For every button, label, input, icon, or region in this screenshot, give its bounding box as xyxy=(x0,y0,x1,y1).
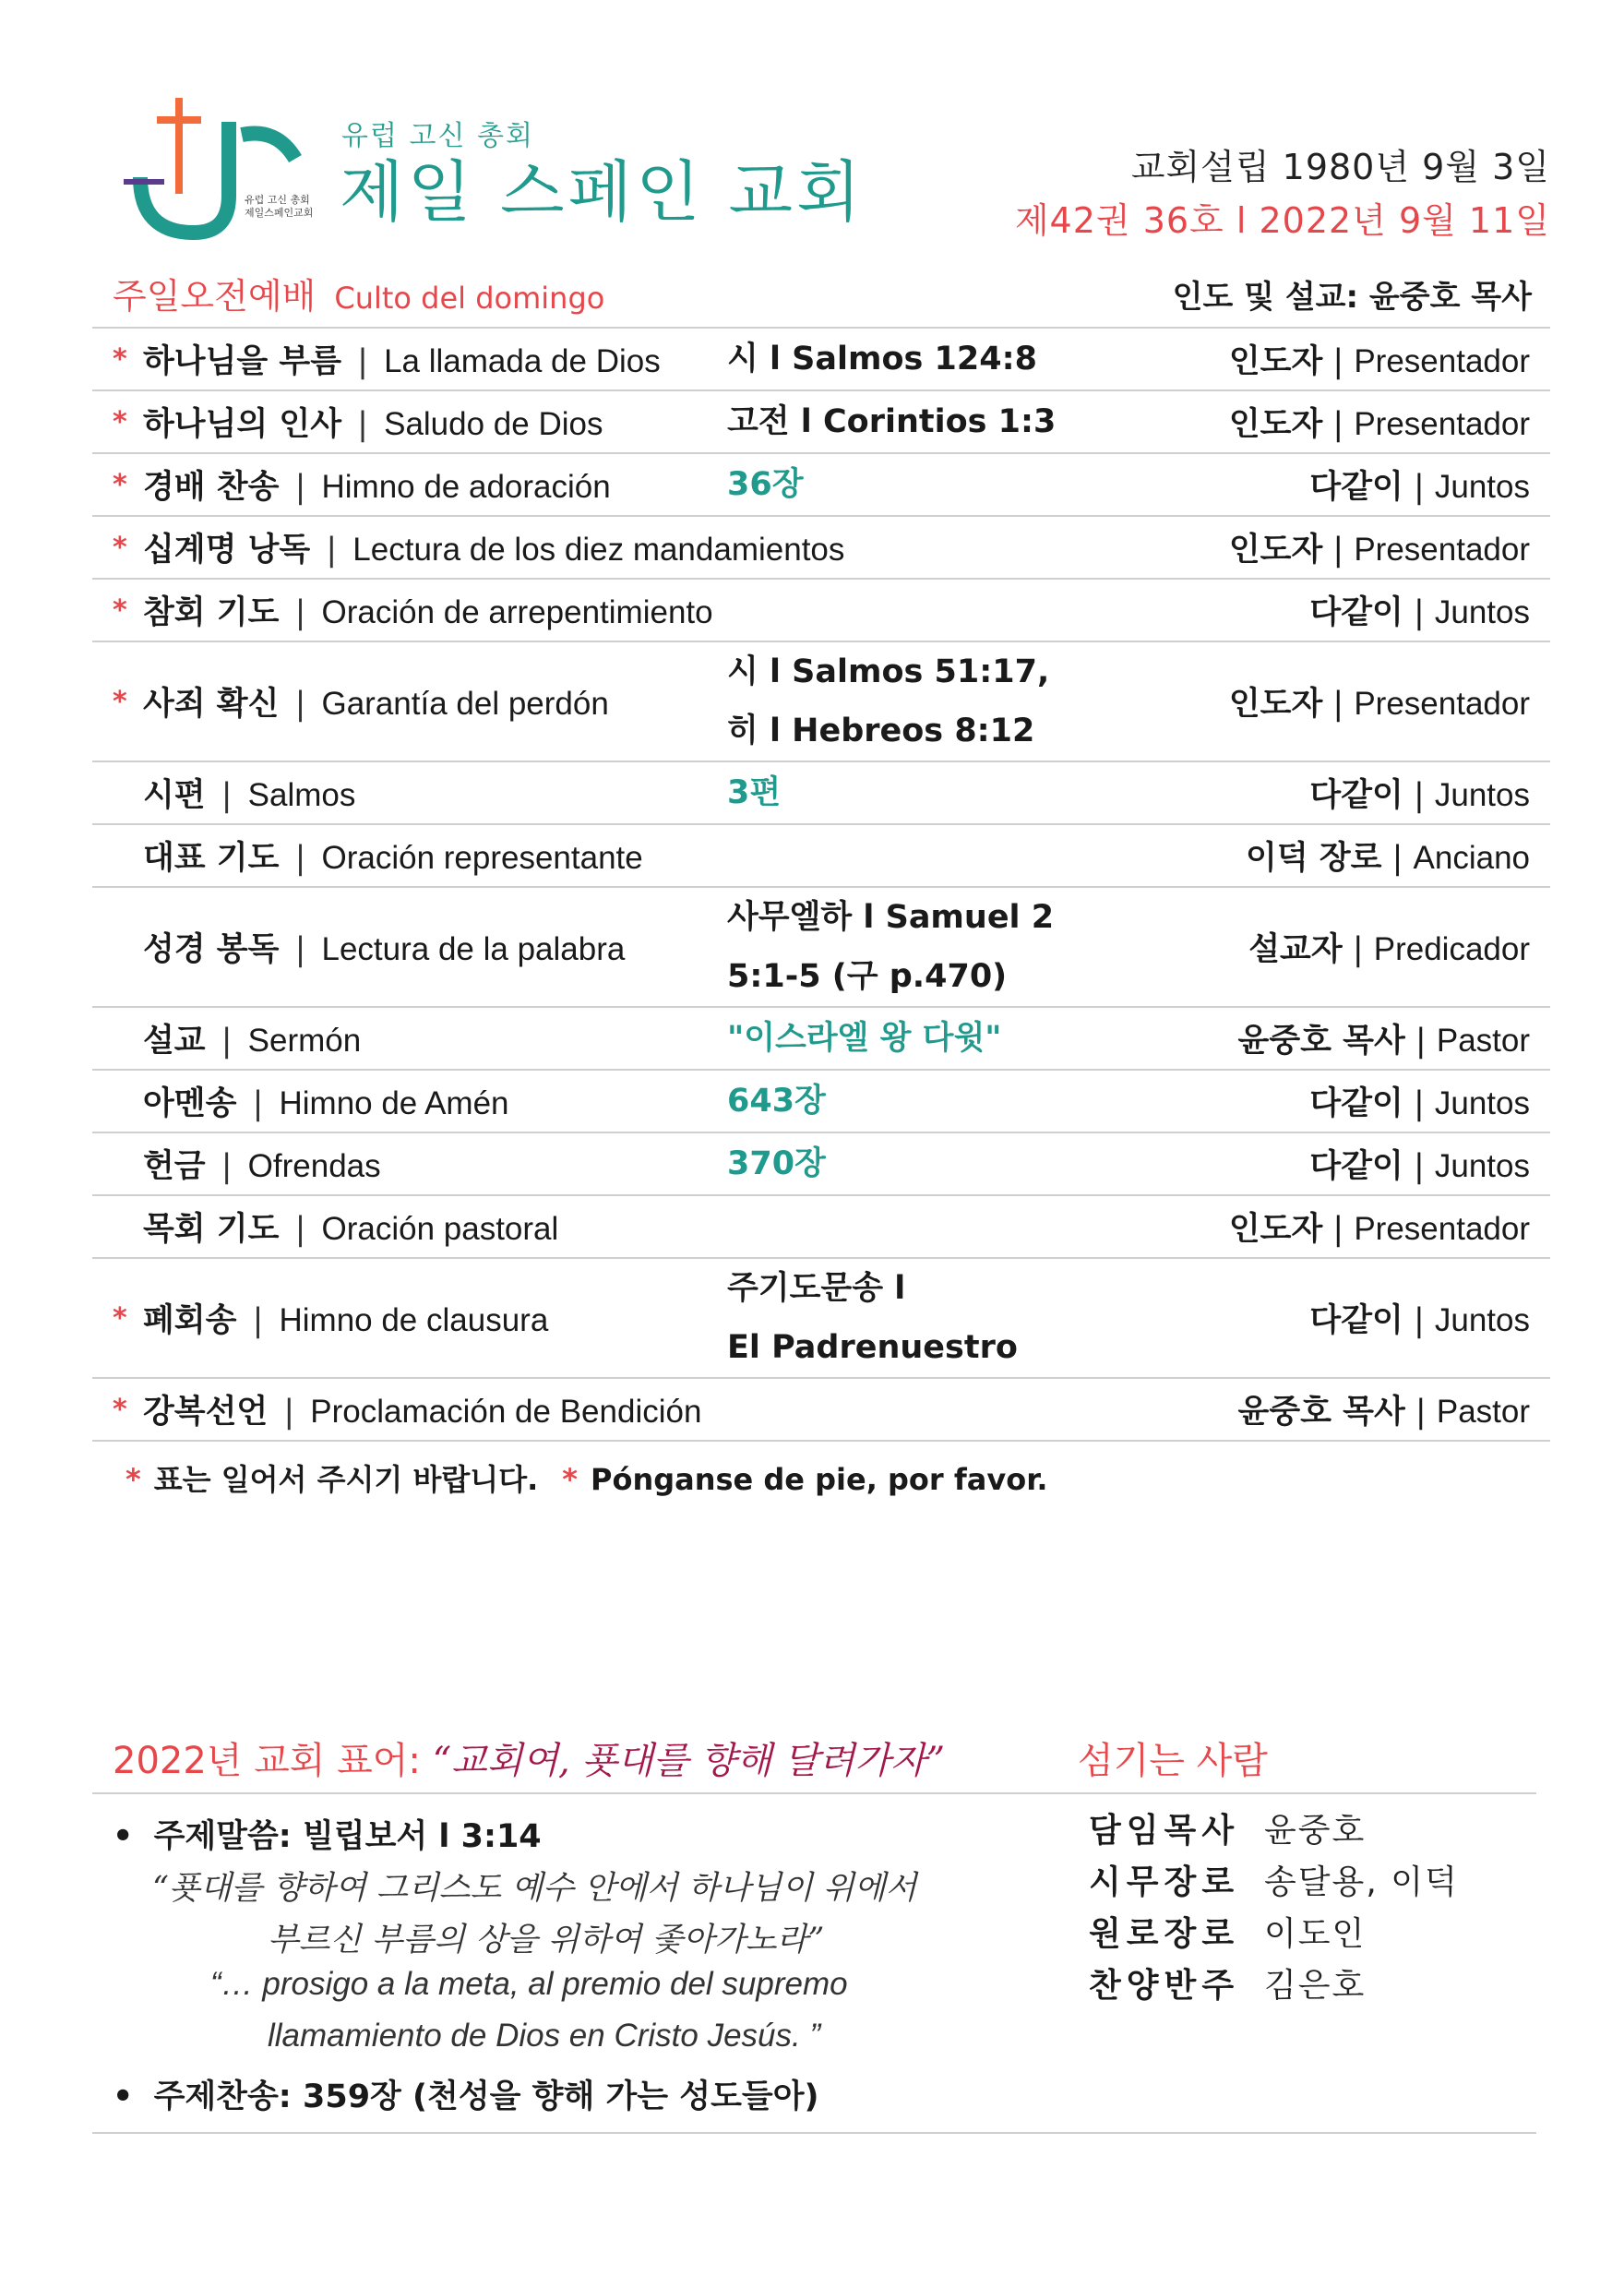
who-ko: 인도자 xyxy=(1228,343,1323,380)
who-es: Predicador xyxy=(1373,931,1530,967)
item-ko: 강복선언 xyxy=(143,1394,269,1431)
ref-line1: 사무엘하 l Samuel 2 xyxy=(727,899,1055,936)
worship-row xyxy=(92,515,1550,578)
standing-note xyxy=(125,1456,1048,1499)
who-ko: 이덕 장로 xyxy=(1246,840,1382,877)
worship-leader: 다같이 | Juntos xyxy=(1309,777,1530,814)
who-es: Presentador xyxy=(1354,686,1530,722)
church-logo xyxy=(120,94,314,242)
item-ko: 헌금 xyxy=(143,1148,206,1185)
item-es: Saludo de Dios xyxy=(384,406,603,442)
standing-star: * xyxy=(113,531,127,564)
item-ko: 대표 기도 xyxy=(143,840,280,877)
item-es: Ofrendas xyxy=(247,1148,381,1184)
who-es: Anciano xyxy=(1413,840,1530,876)
worship-row xyxy=(92,886,1550,1006)
note-star: * xyxy=(562,1462,578,1497)
worship-item: 강복선언 | Proclamación de Bendición xyxy=(143,1394,702,1431)
server-name: 윤중호 xyxy=(1264,1811,1367,1850)
worship-leader: 인도자 | Presentador xyxy=(1228,686,1530,723)
item-es: Salmos xyxy=(247,777,356,813)
item-es: Sermón xyxy=(247,1023,362,1059)
ref-line2: El Padrenuestro xyxy=(727,1329,1018,1366)
server-role: 담임목사 xyxy=(1089,1811,1240,1850)
servers-list xyxy=(1089,1802,1459,2008)
motto-heading xyxy=(113,1731,945,1784)
who-ko: 윤중호 목사 xyxy=(1237,1023,1405,1060)
who-ko: 윤중호 목사 xyxy=(1237,1394,1405,1431)
server-role: 찬양반주 xyxy=(1089,1966,1240,2005)
standing-star: * xyxy=(113,468,127,501)
who-ko: 인도자 xyxy=(1228,1211,1323,1248)
worship-row xyxy=(92,1006,1550,1069)
worship-leader: 다같이 | Juntos xyxy=(1309,1302,1530,1339)
scripture-ref xyxy=(727,1134,826,1193)
item-ko: 설교 xyxy=(143,1023,206,1060)
worship-leader: 인도자 | Presentador xyxy=(1228,406,1530,443)
service-title-ko: 주일오전예배 xyxy=(113,276,316,317)
note-es: Pónganse de pie, por favor. xyxy=(591,1462,1048,1497)
standing-star: * xyxy=(113,685,127,718)
server-name: 김은호 xyxy=(1264,1966,1367,2005)
scripture-ref xyxy=(727,642,1049,761)
item-es: Oración representante xyxy=(321,840,643,876)
worship-item: 하나님의 인사 | Saludo de Dios xyxy=(143,406,603,443)
worship-row xyxy=(92,389,1550,452)
who-ko: 설교자 xyxy=(1248,931,1343,968)
item-ko: 하나님의 인사 xyxy=(143,406,342,443)
worship-item: 헌금 | Ofrendas xyxy=(143,1148,381,1185)
item-es: Himno de Amén xyxy=(279,1085,509,1121)
bullet-dot: • xyxy=(113,2078,134,2115)
item-es: Himno de adoración xyxy=(321,469,611,505)
scripture-ref xyxy=(727,1072,826,1131)
order-of-worship xyxy=(92,327,1550,1442)
service-title-es: Culto del domingo xyxy=(334,281,605,316)
worship-leader: 인도자 | Presentador xyxy=(1228,1211,1530,1248)
server-name: 이도인 xyxy=(1264,1914,1367,1953)
who-ko: 다같이 xyxy=(1309,594,1403,631)
worship-item: 아멘송 | Himno de Amén xyxy=(143,1085,509,1122)
org-name: 유럽 고신 총회 xyxy=(341,120,534,152)
ref-line2: 5:1-5 (구 p.470) xyxy=(727,958,1008,995)
item-ko: 하나님을 부름 xyxy=(143,343,342,380)
server-row xyxy=(1089,1802,1459,1853)
theme-verse-text: 주제말씀: 빌립보서 l 3:14 xyxy=(153,1818,542,1855)
item-ko: 성경 봉독 xyxy=(143,931,280,968)
who-es: Juntos xyxy=(1434,594,1530,630)
ref-line1: 3편 xyxy=(727,774,782,811)
service-title xyxy=(113,268,604,318)
church-name: 제일 스페인 교회 xyxy=(340,153,865,231)
worship-item: 대표 기도 | Oración representante xyxy=(143,840,643,877)
worship-item: 폐회송 | Himno de clausura xyxy=(143,1302,549,1339)
who-ko: 다같이 xyxy=(1309,1302,1403,1339)
item-ko: 사죄 확신 xyxy=(143,686,280,723)
verse-es-line1: “… prosigo a la meta, al premio del supremo xyxy=(210,1966,848,2002)
verse-ko-line2: 부르신 부름의 상을 위하여 좇아가노라” xyxy=(268,1922,825,1959)
worship-item: 하나님을 부름 | La llamada de Dios xyxy=(143,343,661,380)
worship-row xyxy=(92,1069,1550,1132)
svg-text:제일스페인교회: 제일스페인교회 xyxy=(245,207,314,219)
who-ko: 다같이 xyxy=(1309,469,1403,506)
server-name: 송달용, 이덕 xyxy=(1264,1863,1459,1901)
who-es: Juntos xyxy=(1434,1085,1530,1121)
scripture-ref xyxy=(727,763,781,822)
item-es: Lectura de la palabra xyxy=(321,931,626,967)
svg-text:유럽 고신 총회: 유럽 고신 총회 xyxy=(245,194,310,206)
worship-row xyxy=(92,1132,1550,1194)
standing-star: * xyxy=(113,405,127,438)
worship-leader: 인도자 | Presentador xyxy=(1228,532,1530,569)
worship-item: 성경 봉독 | Lectura de la palabra xyxy=(143,931,626,968)
motto-quote: “교회여, 푯대를 향해 달려가자” xyxy=(432,1740,946,1782)
worship-row xyxy=(92,578,1550,641)
worship-row xyxy=(92,327,1550,389)
standing-star: * xyxy=(113,1393,127,1426)
standing-star: * xyxy=(113,342,127,376)
who-es: Juntos xyxy=(1434,777,1530,813)
item-es: Oración de arrepentimiento xyxy=(321,594,713,630)
worship-item: 경배 찬송 | Himno de adoración xyxy=(143,469,611,506)
service-header xyxy=(113,268,1532,327)
scripture-ref xyxy=(727,1259,1018,1377)
scripture-ref xyxy=(727,329,1037,389)
worship-row xyxy=(92,1194,1550,1257)
who-es: Presentador xyxy=(1354,532,1530,568)
who-ko: 다같이 xyxy=(1309,1085,1403,1122)
bullet-dot: • xyxy=(113,1818,134,1855)
ref-line2: 히 l Hebreos 8:12 xyxy=(727,713,1035,749)
item-es: Himno de clausura xyxy=(279,1302,549,1338)
established-date: 교회설립 1980년 9월 3일 xyxy=(1130,147,1550,187)
standing-star: * xyxy=(113,1301,127,1335)
who-ko: 인도자 xyxy=(1228,532,1323,569)
item-ko: 폐회송 xyxy=(143,1302,237,1339)
theme-verse xyxy=(113,1811,542,1857)
who-es: Pastor xyxy=(1436,1394,1530,1430)
worship-item: 십계명 낭독 | Lectura de los diez mandamientos xyxy=(143,532,845,569)
worship-leader: 다같이 | Juntos xyxy=(1309,1148,1530,1185)
service-preacher: 인도 및 설교: 윤중호 목사 xyxy=(1172,279,1532,316)
who-es: Juntos xyxy=(1434,1148,1530,1184)
who-ko: 다같이 xyxy=(1309,1148,1403,1185)
worship-item: 사죄 확신 | Garantía del perdón xyxy=(143,686,609,723)
worship-row xyxy=(92,1377,1550,1442)
divider xyxy=(92,2132,1536,2134)
theme-hymn-text: 주제찬송: 359장 (천성을 향해 가는 성도들아) xyxy=(153,2078,819,2115)
ref-line1: 36장 xyxy=(727,466,804,503)
ref-line1: 고전 l Corintios 1:3 xyxy=(727,403,1057,440)
who-ko: 인도자 xyxy=(1228,686,1323,723)
verse-es-line2: llamamiento de Dios en Cristo Jesús. ” xyxy=(268,2018,821,2054)
scripture-ref xyxy=(727,888,1054,1006)
theme-hymn xyxy=(113,2071,819,2117)
worship-row xyxy=(92,823,1550,886)
server-role: 시무장로 xyxy=(1089,1863,1240,1901)
worship-row xyxy=(92,452,1550,515)
item-es: Garantía del perdón xyxy=(321,686,609,722)
divider xyxy=(92,1792,1536,1794)
server-row xyxy=(1089,1853,1459,1905)
item-es: Oración pastoral xyxy=(321,1211,559,1247)
server-row xyxy=(1089,1905,1459,1957)
scripture-ref xyxy=(727,455,804,514)
item-ko: 십계명 낭독 xyxy=(143,532,311,569)
who-ko: 인도자 xyxy=(1228,406,1323,443)
ref-line1: "이스라엘 왕 다윗" xyxy=(727,1020,1002,1057)
note-ko: 표는 일어서 주시기 바랍니다. xyxy=(153,1462,539,1497)
item-es: La llamada de Dios xyxy=(384,343,661,379)
who-es: Juntos xyxy=(1434,1302,1530,1338)
worship-leader: 다같이 | Juntos xyxy=(1309,1085,1530,1122)
standing-star: * xyxy=(113,593,127,627)
motto-label: 2022년 교회 표어: xyxy=(113,1740,421,1782)
who-es: Pastor xyxy=(1436,1023,1530,1059)
ref-line1: 시 l Salmos 51:17, xyxy=(727,653,1050,690)
ref-line1: 주기도문송 l xyxy=(727,1270,906,1307)
item-ko: 경배 찬송 xyxy=(143,469,280,506)
who-es: Presentador xyxy=(1354,343,1530,379)
item-ko: 시편 xyxy=(143,777,206,814)
scripture-ref xyxy=(727,392,1056,451)
item-ko: 아멘송 xyxy=(143,1085,237,1122)
worship-item: 참회 기도 | Oración de arrepentimiento xyxy=(143,594,713,631)
scripture-ref xyxy=(727,1009,1002,1068)
item-es: Proclamación de Bendición xyxy=(310,1394,702,1430)
who-es: Presentador xyxy=(1354,1211,1530,1247)
server-role: 원로장로 xyxy=(1089,1914,1240,1953)
note-star: * xyxy=(125,1462,141,1497)
worship-leader: 설교자 | Predicador xyxy=(1248,931,1530,968)
who-es: Presentador xyxy=(1354,406,1530,442)
verse-ko-line1: “푯대를 향하여 그리스도 예수 안에서 하나님이 위에서 xyxy=(152,1870,917,1907)
who-es: Juntos xyxy=(1434,469,1530,505)
item-es: Lectura de los diez mandamientos xyxy=(352,532,845,568)
worship-leader: 다같이 | Juntos xyxy=(1309,469,1530,506)
servers-title: 섬기는 사람 xyxy=(1078,1740,1268,1782)
worship-leader: 윤중호 목사 | Pastor xyxy=(1237,1023,1530,1060)
worship-item: 설교 | Sermón xyxy=(143,1023,362,1060)
worship-leader: 다같이 | Juntos xyxy=(1309,594,1530,631)
server-row xyxy=(1089,1957,1459,2008)
issue-info: 제42권 36호 l 2022년 9월 11일 xyxy=(1014,200,1550,241)
ref-line1: 시 l Salmos 124:8 xyxy=(727,341,1037,377)
ref-line1: 370장 xyxy=(727,1145,826,1182)
worship-item: 목회 기도 | Oración pastoral xyxy=(143,1211,559,1248)
ref-line1: 643장 xyxy=(727,1083,826,1120)
worship-row xyxy=(92,641,1550,761)
worship-leader: 이덕 장로 | Anciano xyxy=(1246,840,1530,877)
worship-leader: 인도자 | Presentador xyxy=(1228,343,1530,380)
item-ko: 참회 기도 xyxy=(143,594,280,631)
who-ko: 다같이 xyxy=(1309,777,1403,814)
worship-item: 시편 | Salmos xyxy=(143,777,356,814)
worship-row xyxy=(92,1257,1550,1377)
worship-row xyxy=(92,761,1550,823)
item-ko: 목회 기도 xyxy=(143,1211,280,1248)
worship-leader: 윤중호 목사 | Pastor xyxy=(1237,1394,1530,1431)
